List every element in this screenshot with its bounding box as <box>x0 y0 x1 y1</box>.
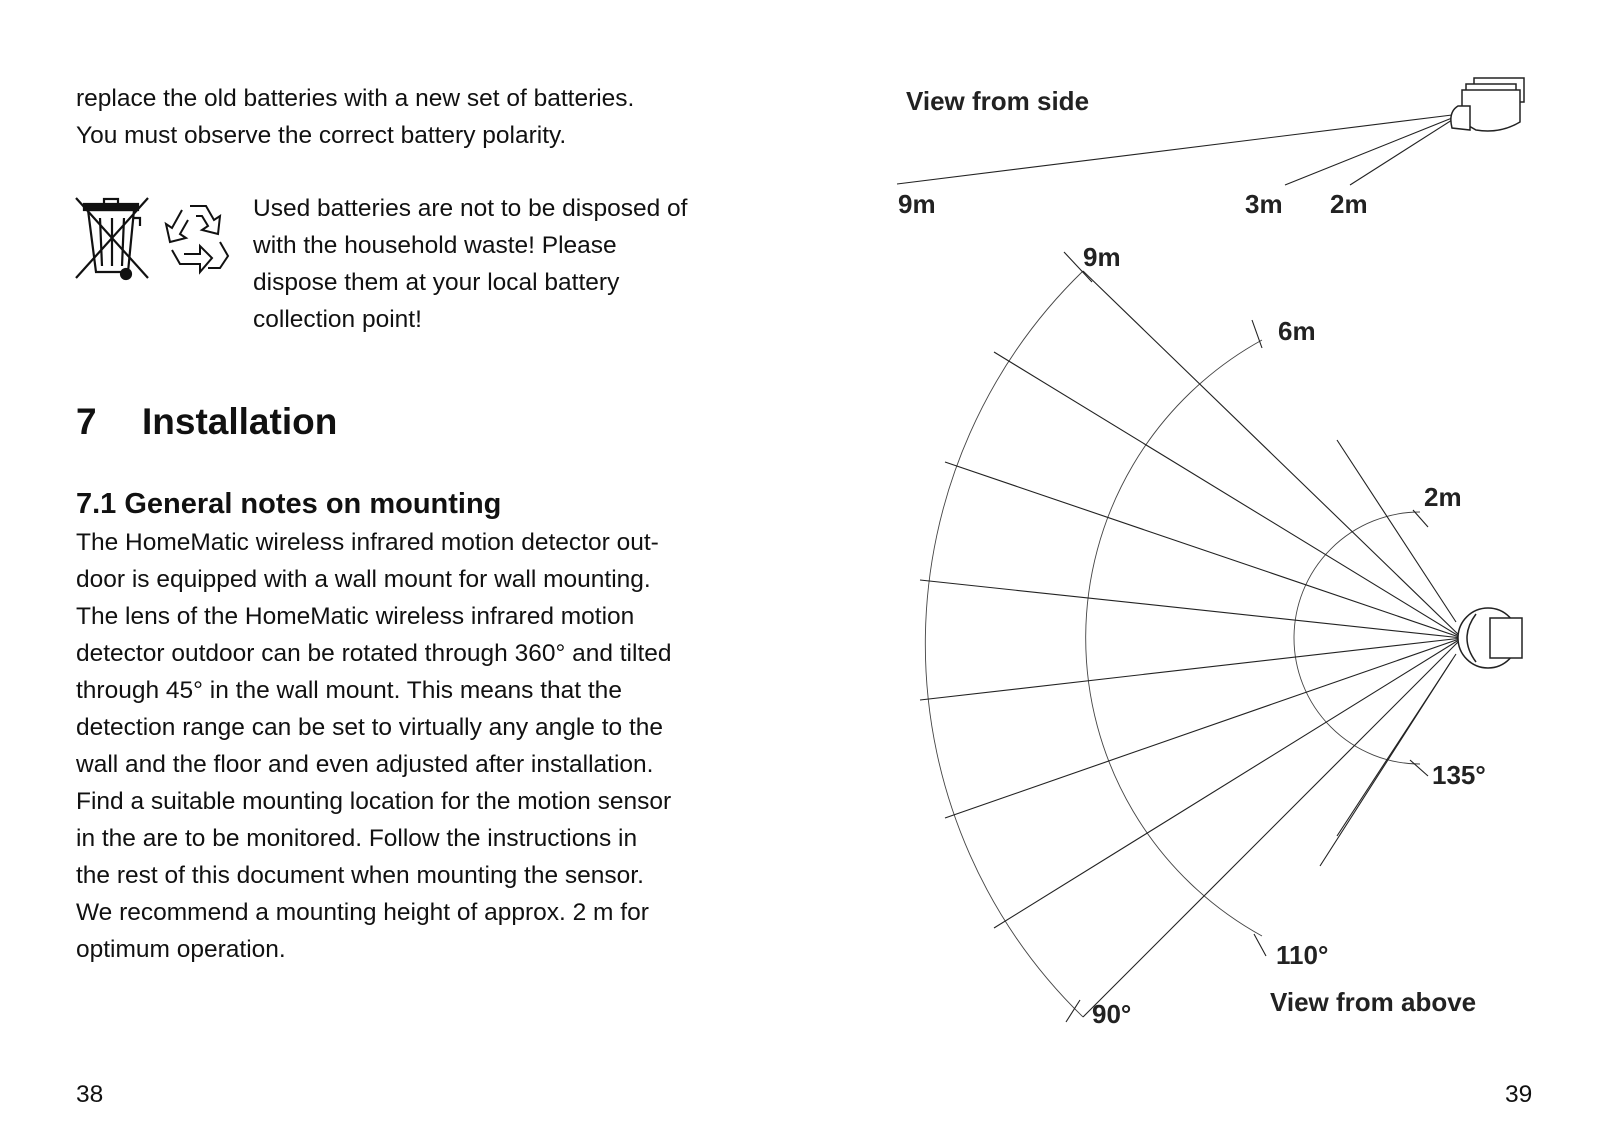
top-label-2m: 2m <box>1424 482 1462 512</box>
range-arc-9m <box>925 271 1083 1017</box>
side-label-9m: 9m <box>898 189 936 219</box>
text-line: Used batteries are not to be disposed of <box>253 195 688 222</box>
top-label-6m: 6m <box>1278 316 1316 346</box>
text-line: with the household waste! Please <box>253 232 617 259</box>
top-label-9m: 9m <box>1083 242 1121 272</box>
text-line: door is equipped with a wall mount for wall mounting. <box>76 566 651 593</box>
text-line: in the are to be monitored. Follow the instructions in <box>76 825 638 852</box>
page-number-left: 38 <box>76 1081 104 1108</box>
side-label-3m: 3m <box>1245 189 1283 219</box>
side-sensor-icon <box>1451 78 1524 131</box>
text-line: wall and the floor and even adjusted after installation. <box>76 751 654 778</box>
side-label-2m: 2m <box>1330 189 1368 219</box>
text-line: dispose them at your local battery <box>253 269 620 296</box>
page-number-right: 39 <box>1505 1081 1533 1108</box>
chapter-title: Installation <box>142 401 338 442</box>
text-line: replace the old batteries with a new set of batteries. <box>76 85 635 112</box>
label-90-degrees: 90° <box>1092 999 1132 1029</box>
section-heading: 7.1 General notes on mounting <box>76 488 502 520</box>
text-line: The HomeMatic wireless infrared motion detector out- <box>76 529 659 556</box>
text-line: The lens of the HomeMatic wireless infrared motion <box>76 603 635 630</box>
text-line: the rest of this document when mounting the sensor. <box>76 862 644 889</box>
side-view <box>897 78 1524 219</box>
side-ray-3m <box>1285 118 1452 185</box>
top-view <box>920 242 1522 1029</box>
text-line: We recommend a mounting height of approx. 2 m for <box>76 899 649 926</box>
text-line: detection range can be set to virtually any angle to the <box>76 714 664 741</box>
text-line: optimum operation. <box>76 936 286 963</box>
text-line: You must observe the correct battery polarity. <box>76 122 567 149</box>
text-line: Find a suitable mounting location for the motion sensor <box>76 788 672 815</box>
text-line: detector outdoor can be rotated through 360° and tilted <box>76 640 672 667</box>
range-arc-6m <box>1086 340 1262 936</box>
chapter-number: 7 <box>76 401 97 442</box>
top-sensor-icon <box>1458 608 1522 668</box>
detection-rays <box>920 271 1462 1017</box>
range-arc-2m <box>1294 512 1420 764</box>
label-110-degrees: 110° <box>1276 940 1329 970</box>
text-line: collection point! <box>253 306 422 333</box>
label-135-degrees: 135° <box>1432 760 1486 790</box>
text-line: through 45° in the wall mount. This means that the <box>76 677 622 704</box>
side-view-title: View from side <box>906 86 1090 116</box>
top-view-title: View from above <box>1270 987 1477 1017</box>
range-tick-marks <box>1064 252 1428 1022</box>
